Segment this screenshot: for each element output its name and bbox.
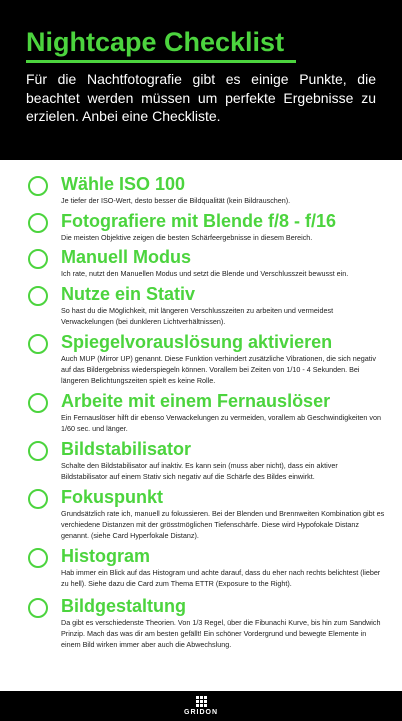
item-description: Die meisten Objektive zeigen die besten Schärfeergebnisse in diesem Bereich.: [61, 233, 313, 242]
checkbox-circle-icon[interactable]: [28, 393, 48, 413]
checkbox-circle-icon[interactable]: [28, 441, 48, 461]
item-title: Wähle ISO 100: [61, 174, 186, 194]
item-title: Spiegelvorauslösung aktivieren: [61, 332, 333, 352]
item-description: Da gibt es verschiedenste Theorien. Von 1/3 Regel, über die Fibunachi Kurve, bis hin zum Sandwich Prinzip. Mach das was dir am besten gefällt! Ein schöner Vordergrund und bewegte Elemente in einem Bild wirken immer aber auch die Abwechslung.: [61, 618, 381, 649]
checklist-item[interactable]: [28, 247, 386, 279]
item-title: Bildstabilisator: [61, 439, 192, 459]
page-title: Nightcape Checklist: [26, 27, 285, 57]
checklist: [0, 160, 402, 650]
brand-name: GRIDON: [184, 709, 218, 716]
checkbox-circle-icon[interactable]: [28, 334, 48, 354]
footer: [0, 691, 402, 721]
item-title: Nutze ein Stativ: [61, 284, 196, 304]
checklist-item[interactable]: [28, 284, 386, 327]
item-description: Hab immer ein Blick auf das Histogram und achte darauf, dass du eher nach rechts belichtest (lieber zu hell). Siehe dazu die Card zum Thema ETTR (Exposure to the Right).: [61, 568, 381, 588]
checkbox-circle-icon[interactable]: [28, 489, 48, 509]
item-title: Arbeite mit einem Fernauslöser: [61, 391, 331, 411]
item-description: So hast du die Möglichkeit, mit längeren Verschlusszeiten zu arbeiten und vermeidest Verwackelungen (bei dunkleren Lichtverhältnissen).: [61, 306, 334, 326]
item-title: Fotografiere mit Blende f/8 - f/16: [61, 211, 337, 231]
item-description: Je tiefer der ISO-Wert, desto besser die Bildqualität (kein Bildrauschen).: [61, 196, 291, 205]
item-title: Histogram: [61, 546, 151, 566]
item-description: Ein Fernauslöser hilft dir ebenso Verwackelungen zu vermeiden, vorallem ab Geschwindigkeiten von 1/60 sec. und länger.: [61, 413, 382, 433]
item-description: Auch MUP (Mirror UP) genannt. Diese Funktion verhindert zusätzliche Vibrationen, die sich negativ auf das Bildergebniss wiederspiegeln können. Vorallem bei Zeiten von 1/10 - 4 Sekunden. Bei längeren Belichtungszeiten spielt es keine Rolle.: [61, 354, 376, 385]
checkbox-circle-icon[interactable]: [28, 176, 48, 196]
header: [0, 0, 402, 160]
checkbox-circle-icon[interactable]: [28, 598, 48, 618]
checkbox-circle-icon[interactable]: [28, 213, 48, 233]
item-title: Bildgestaltung: [61, 596, 186, 616]
item-title: Fokuspunkt: [61, 487, 163, 507]
checklist-item[interactable]: [28, 546, 386, 589]
item-description: Grundsätzlich rate ich, manuell zu fokussieren. Bei der Blenden und Brennweiten Kombination gibt es verchiedene Distanzen mit der grösstmöglichen Tiefenschärfe. Diese wird Hypofokale Distanz genannt. (siehe Card Hyperfokale Distanz).: [61, 509, 385, 540]
checkbox-circle-icon[interactable]: [28, 286, 48, 306]
checklist-item[interactable]: [28, 439, 386, 482]
checklist-item[interactable]: [28, 211, 386, 243]
intro-text: Für die Nachtfotografie gibt es einige Punkte, die beachtet werden müssen um perfekte Ergebnisse zu erzielen. Anbei eine Checkliste.: [26, 71, 376, 124]
checklist-item[interactable]: [28, 596, 386, 650]
title-underline: [26, 60, 296, 63]
item-description: Schalte den Bildstabilisator auf inaktiv. Es kann sein (muss aber nicht), dass ein aktiver Bildstabilisator auf einem Stativ sich negativ auf die Schärfe des Bildes einwirkt.: [61, 461, 338, 481]
checkbox-circle-icon[interactable]: [28, 548, 48, 568]
checklist-item[interactable]: [28, 391, 386, 434]
gridon-logo-icon: [196, 696, 207, 707]
checklist-item[interactable]: [28, 174, 386, 206]
item-description: Ich rate, nutzt den Manuellen Modus und setzt die Blende und Verschlusszeit bewusst ein.: [61, 269, 349, 278]
checklist-item[interactable]: [28, 487, 386, 541]
item-title: Manuell Modus: [61, 247, 191, 267]
checkbox-circle-icon[interactable]: [28, 249, 48, 269]
checklist-item[interactable]: [28, 332, 386, 386]
